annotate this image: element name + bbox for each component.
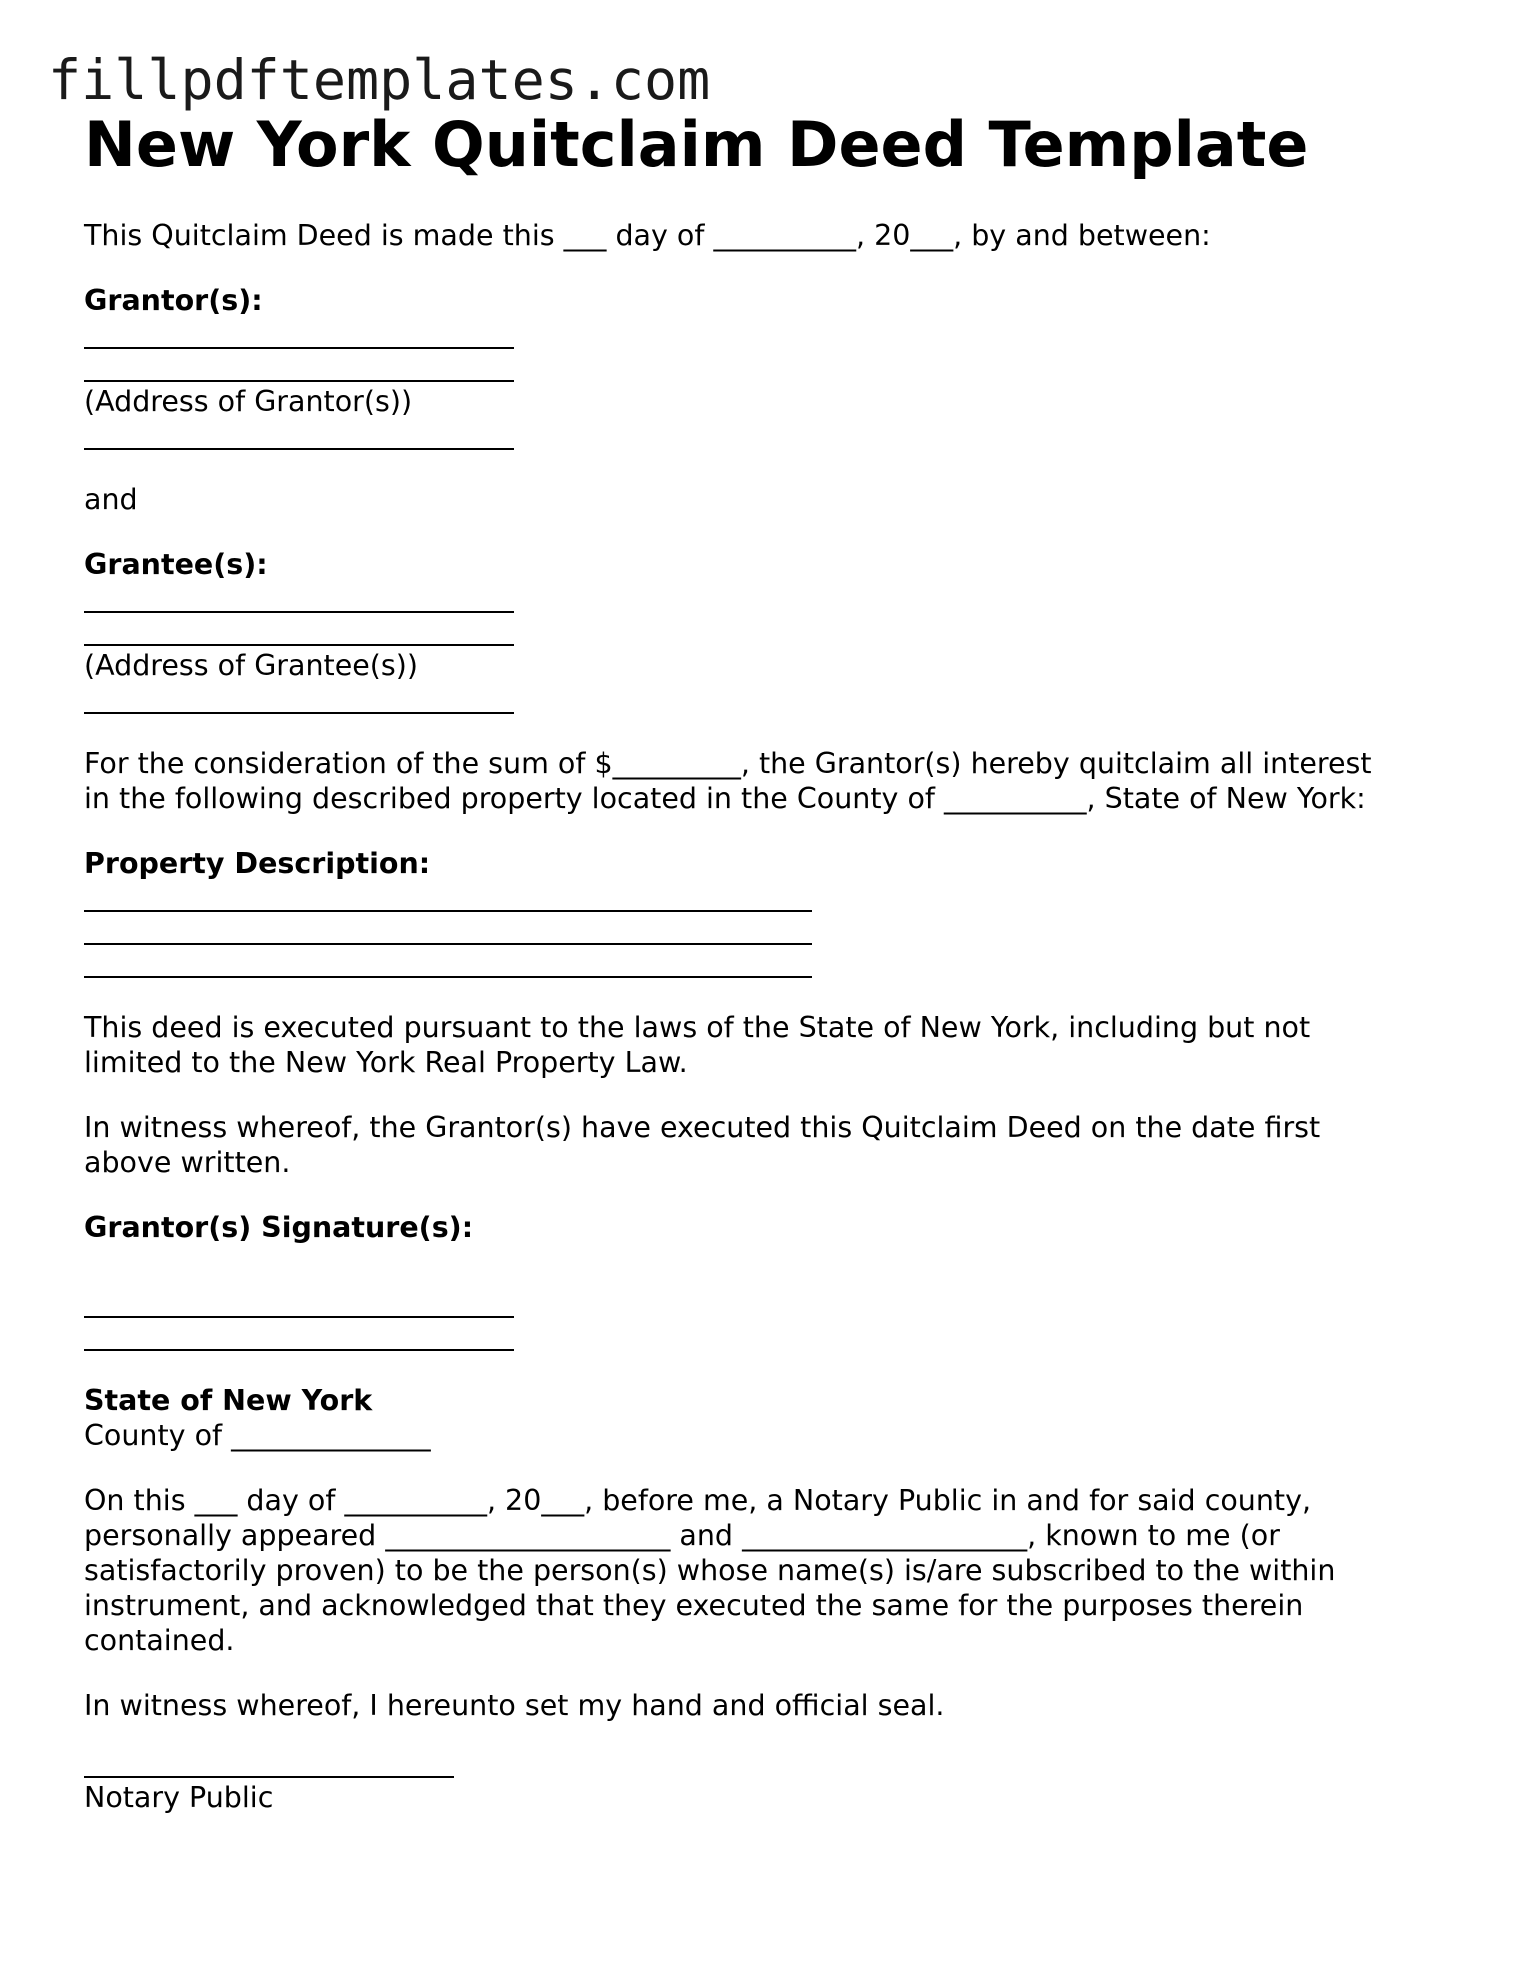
grantor-address-label: (Address of Grantor(s)) xyxy=(84,385,413,418)
acknowledgment-line: contained. xyxy=(84,1624,235,1657)
deed-document xyxy=(84,106,1444,1815)
grantee-heading: Grantee(s): xyxy=(84,548,268,581)
laws-line-1: This deed is executed pursuant to the laws of the State of New York, including but not xyxy=(84,1011,1311,1044)
notary-public-label: Notary Public xyxy=(84,1781,274,1814)
state-heading: State of New York xyxy=(84,1384,373,1417)
property-description-line-3[interactable] xyxy=(84,947,1444,980)
property-description-line-2[interactable] xyxy=(84,914,1444,947)
seal-text: In witness whereof, I hereunto set my hand and official seal. xyxy=(84,1689,945,1722)
and-text: and xyxy=(84,483,138,516)
grantor-address-line[interactable] xyxy=(84,419,1444,452)
grantor-heading: Grantor(s): xyxy=(84,284,263,317)
grantee-address-line[interactable] xyxy=(84,683,1444,716)
consideration-line-2: in the following described property located in the County of __________, State of New York: xyxy=(84,782,1366,815)
site-watermark: fillpdftemplates.com xyxy=(48,48,711,112)
grantor-name-line-1[interactable] xyxy=(84,318,1444,351)
acknowledgment-paragraph xyxy=(84,1483,1444,1658)
witness-line-1: In witness whereof, the Grantor(s) have executed this Quitclaim Deed on the date first xyxy=(84,1111,1321,1144)
grantor-name-line-2[interactable] xyxy=(84,351,1444,384)
property-description-line-1[interactable] xyxy=(84,881,1444,914)
grantee-name-line-1[interactable] xyxy=(84,582,1444,615)
page-title: New York Quitclaim Deed Template xyxy=(84,108,1309,181)
notary-signature-line[interactable] xyxy=(84,1747,1444,1780)
acknowledgment-line: satisfactorily proven) to be the person(s) whose name(s) is/are subscribed to the within xyxy=(84,1554,1336,1587)
grantee-name-line-2[interactable] xyxy=(84,615,1444,648)
grantor-signatures-heading: Grantor(s) Signature(s): xyxy=(84,1211,474,1244)
notary-spacer xyxy=(84,1723,1444,1747)
notary-county-line: County of ______________ xyxy=(84,1419,431,1452)
grantee-address-label: (Address of Grantee(s)) xyxy=(84,649,418,682)
acknowledgment-line: instrument, and acknowledged that they executed the same for the purposes therein xyxy=(84,1589,1304,1622)
property-description-heading: Property Description: xyxy=(84,847,431,880)
grantor-signature-line-2[interactable] xyxy=(84,1320,1444,1353)
acknowledgment-line: personally appeared ____________________ and ____________________, known to me (or xyxy=(84,1519,1280,1552)
witness-line-2: above written. xyxy=(84,1146,291,1179)
consideration-line-1: For the consideration of the sum of $_________, the Grantor(s) hereby quitclaim all interest xyxy=(84,747,1372,780)
signature-spacer xyxy=(84,1245,1444,1287)
intro-text: This Quitclaim Deed is made this ___ day of __________, 20___, by and between: xyxy=(84,219,1211,252)
grantor-signature-line-1[interactable] xyxy=(84,1287,1444,1320)
acknowledgment-line: On this ___ day of __________, 20___, before me, a Notary Public in and for said county, xyxy=(84,1484,1312,1517)
laws-line-2: limited to the New York Real Property Law. xyxy=(84,1046,688,1079)
